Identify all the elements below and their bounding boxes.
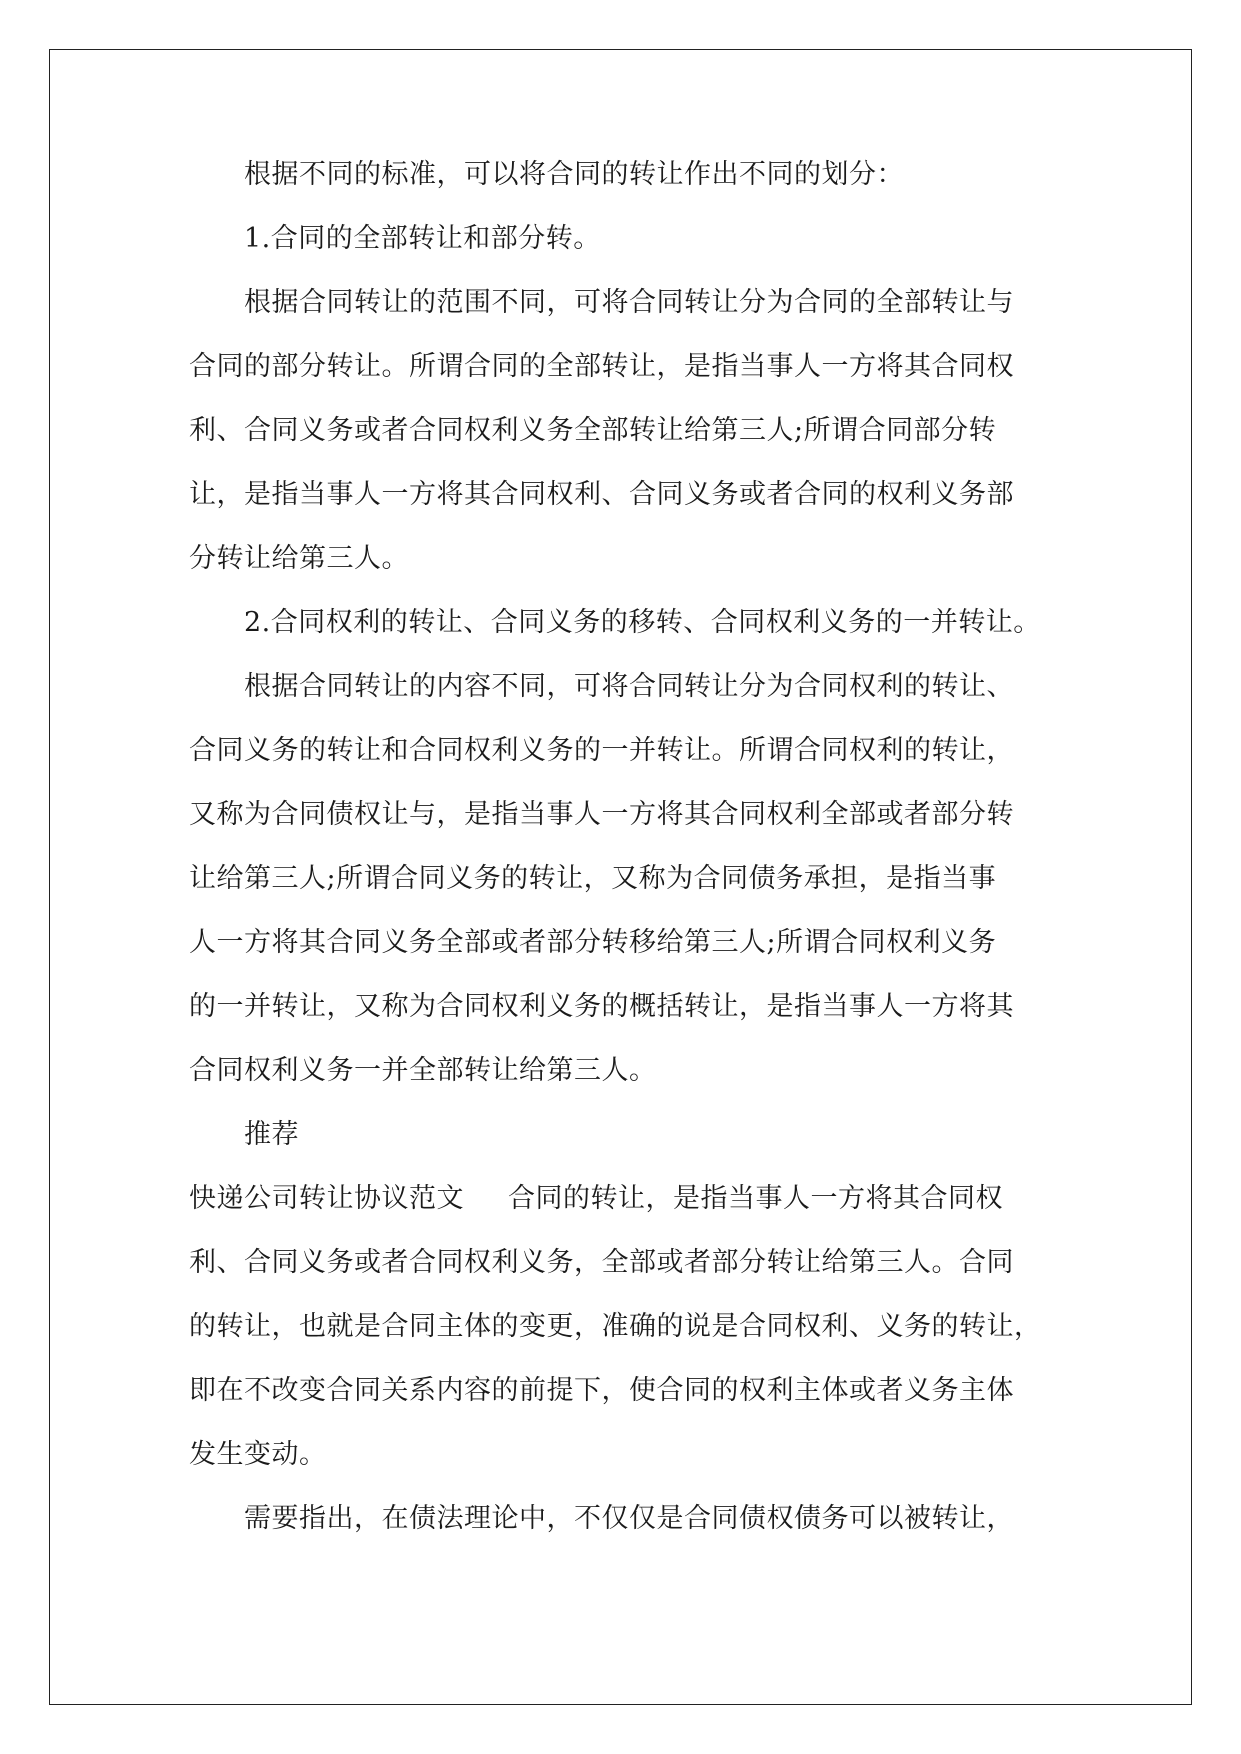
paragraph-line: 需要指出，在债法理论中，不仅仅是合同债权债务可以被转让， (244, 1503, 1014, 1534)
paragraph-line: 的转让，也就是合同主体的变更，准确的说是合同权利、义务的转让， (189, 1311, 1042, 1342)
paragraph-intro: 根据不同的标准，可以将合同的转让作出不同的划分： (244, 159, 904, 190)
recommend-link[interactable]: 快递公司转让协议范文 (189, 1183, 464, 1214)
heading-item-2: 2.合同权利的转让、合同义务的移转、合同权利义务的一并转让。 (244, 607, 1041, 638)
paragraph-line: 让，是指当事人一方将其合同权利、合同义务或者合同的权利义务部 (189, 479, 1014, 510)
recommend-label: 推荐 (244, 1119, 299, 1150)
paragraph-line: 合同权利义务一并全部转让给第三人。 (189, 1055, 657, 1086)
paragraph-line: 即在不改变合同关系内容的前提下，使合同的权利主体或者义务主体 (189, 1375, 1014, 1406)
paragraph-line: 根据合同转让的内容不同，可将合同转让分为合同权利的转让、 (244, 671, 1014, 702)
paragraph-line: 利、合同义务或者合同权利义务全部转让给第三人;所谓合同部分转 (189, 415, 997, 446)
paragraph-line: 的一并转让，又称为合同权利义务的概括转让，是指当事人一方将其 (189, 991, 1014, 1022)
paragraph-line: 发生变动。 (189, 1439, 327, 1470)
paragraph-line: 合同义务的转让和合同权利义务的一并转让。所谓合同权利的转让， (189, 735, 1014, 766)
paragraph-line: 根据合同转让的范围不同，可将合同转让分为合同的全部转让与 (244, 287, 1014, 318)
heading-item-1: 1.合同的全部转让和部分转。 (244, 223, 601, 254)
paragraph-line: 分转让给第三人。 (189, 543, 409, 574)
paragraph-line: 利、合同义务或者合同权利义务，全部或者部分转让给第三人。合同 (189, 1247, 1014, 1278)
paragraph-line: 合同的部分转让。所谓合同的全部转让，是指当事人一方将其合同权 (189, 351, 1014, 382)
paragraph-line: 又称为合同债权让与，是指当事人一方将其合同权利全部或者部分转 (189, 799, 1014, 830)
paragraph-line: 人一方将其合同义务全部或者部分转移给第三人;所谓合同权利义务 (189, 927, 997, 958)
recommend-line (189, 1179, 1003, 1219)
paragraph-text: 合同的转让，是指当事人一方将其合同权 (508, 1183, 1003, 1214)
paragraph-line: 让给第三人;所谓合同义务的转让，又称为合同债务承担，是指当事 (189, 863, 997, 894)
